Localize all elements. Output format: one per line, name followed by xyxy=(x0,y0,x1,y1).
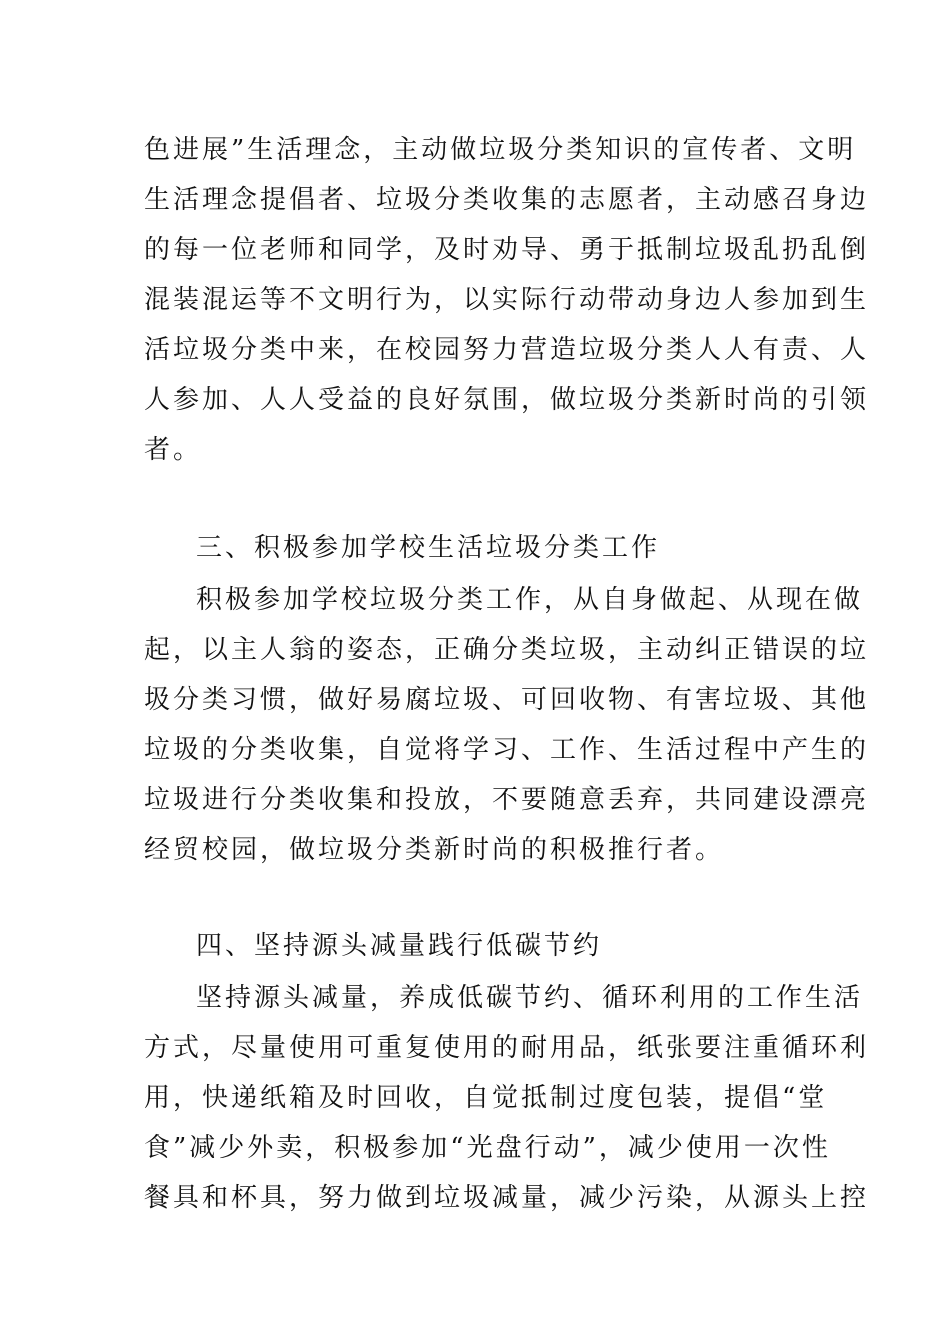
paragraph-line: 的每一位老师和同学，及时劝导、勇于抵制垃圾乱扔乱倒 xyxy=(144,235,870,265)
section-four-heading: 四、坚持源头减量践行低碳节约 xyxy=(196,931,603,961)
section-three-heading: 三、积极参加学校生活垃圾分类工作 xyxy=(196,533,661,563)
paragraph-line: 用，快递纸箱及时回收，自觉抵制过度包装，提倡“堂 xyxy=(144,1083,828,1113)
paragraph-line: 活垃圾分类中来，在校园努力营造垃圾分类人人有责、人 xyxy=(144,335,870,365)
paragraph-line: 垃圾的分类收集，自觉将学习、工作、生活过程中产生的 xyxy=(144,735,870,765)
paragraph-line: 圾分类习惯，做好易腐垃圾、可回收物、有害垃圾、其他 xyxy=(144,685,870,715)
paragraph-line: 餐具和杯具，努力做到垃圾减量，减少污染，从源头上控 xyxy=(144,1183,870,1213)
paragraph-line: 色进展”生活理念，主动做垃圾分类知识的宣传者、文明 xyxy=(144,135,857,165)
paragraph-line: 起，以主人翁的姿态，正确分类垃圾，主动纠正错误的垃 xyxy=(144,635,870,665)
paragraph-line: 生活理念提倡者、垃圾分类收集的志愿者，主动感召身边 xyxy=(144,185,870,215)
paragraph-line: 者。 xyxy=(144,435,203,465)
paragraph-line: 混装混运等不文明行为，以实际行动带动身边人参加到生 xyxy=(144,285,870,315)
paragraph-line: 垃圾进行分类收集和投放，不要随意丢弃，共同建设漂亮 xyxy=(144,785,870,815)
paragraph-line: 坚持源头减量，养成低碳节约、循环利用的工作生活 xyxy=(196,983,864,1013)
paragraph-line: 积极参加学校垃圾分类工作，从自身做起、从现在做 xyxy=(196,585,864,615)
paragraph-line: 方式，尽量使用可重复使用的耐用品，纸张要注重循环利 xyxy=(144,1033,870,1063)
paragraph-line: 人参加、人人受益的良好氛围，做垃圾分类新时尚的引领 xyxy=(144,385,870,415)
paragraph-line: 经贸校园，做垃圾分类新时尚的积极推行者。 xyxy=(144,835,725,865)
paragraph-line: 食”减少外卖，积极参加“光盘行动”，减少使用一次性 xyxy=(144,1133,831,1163)
